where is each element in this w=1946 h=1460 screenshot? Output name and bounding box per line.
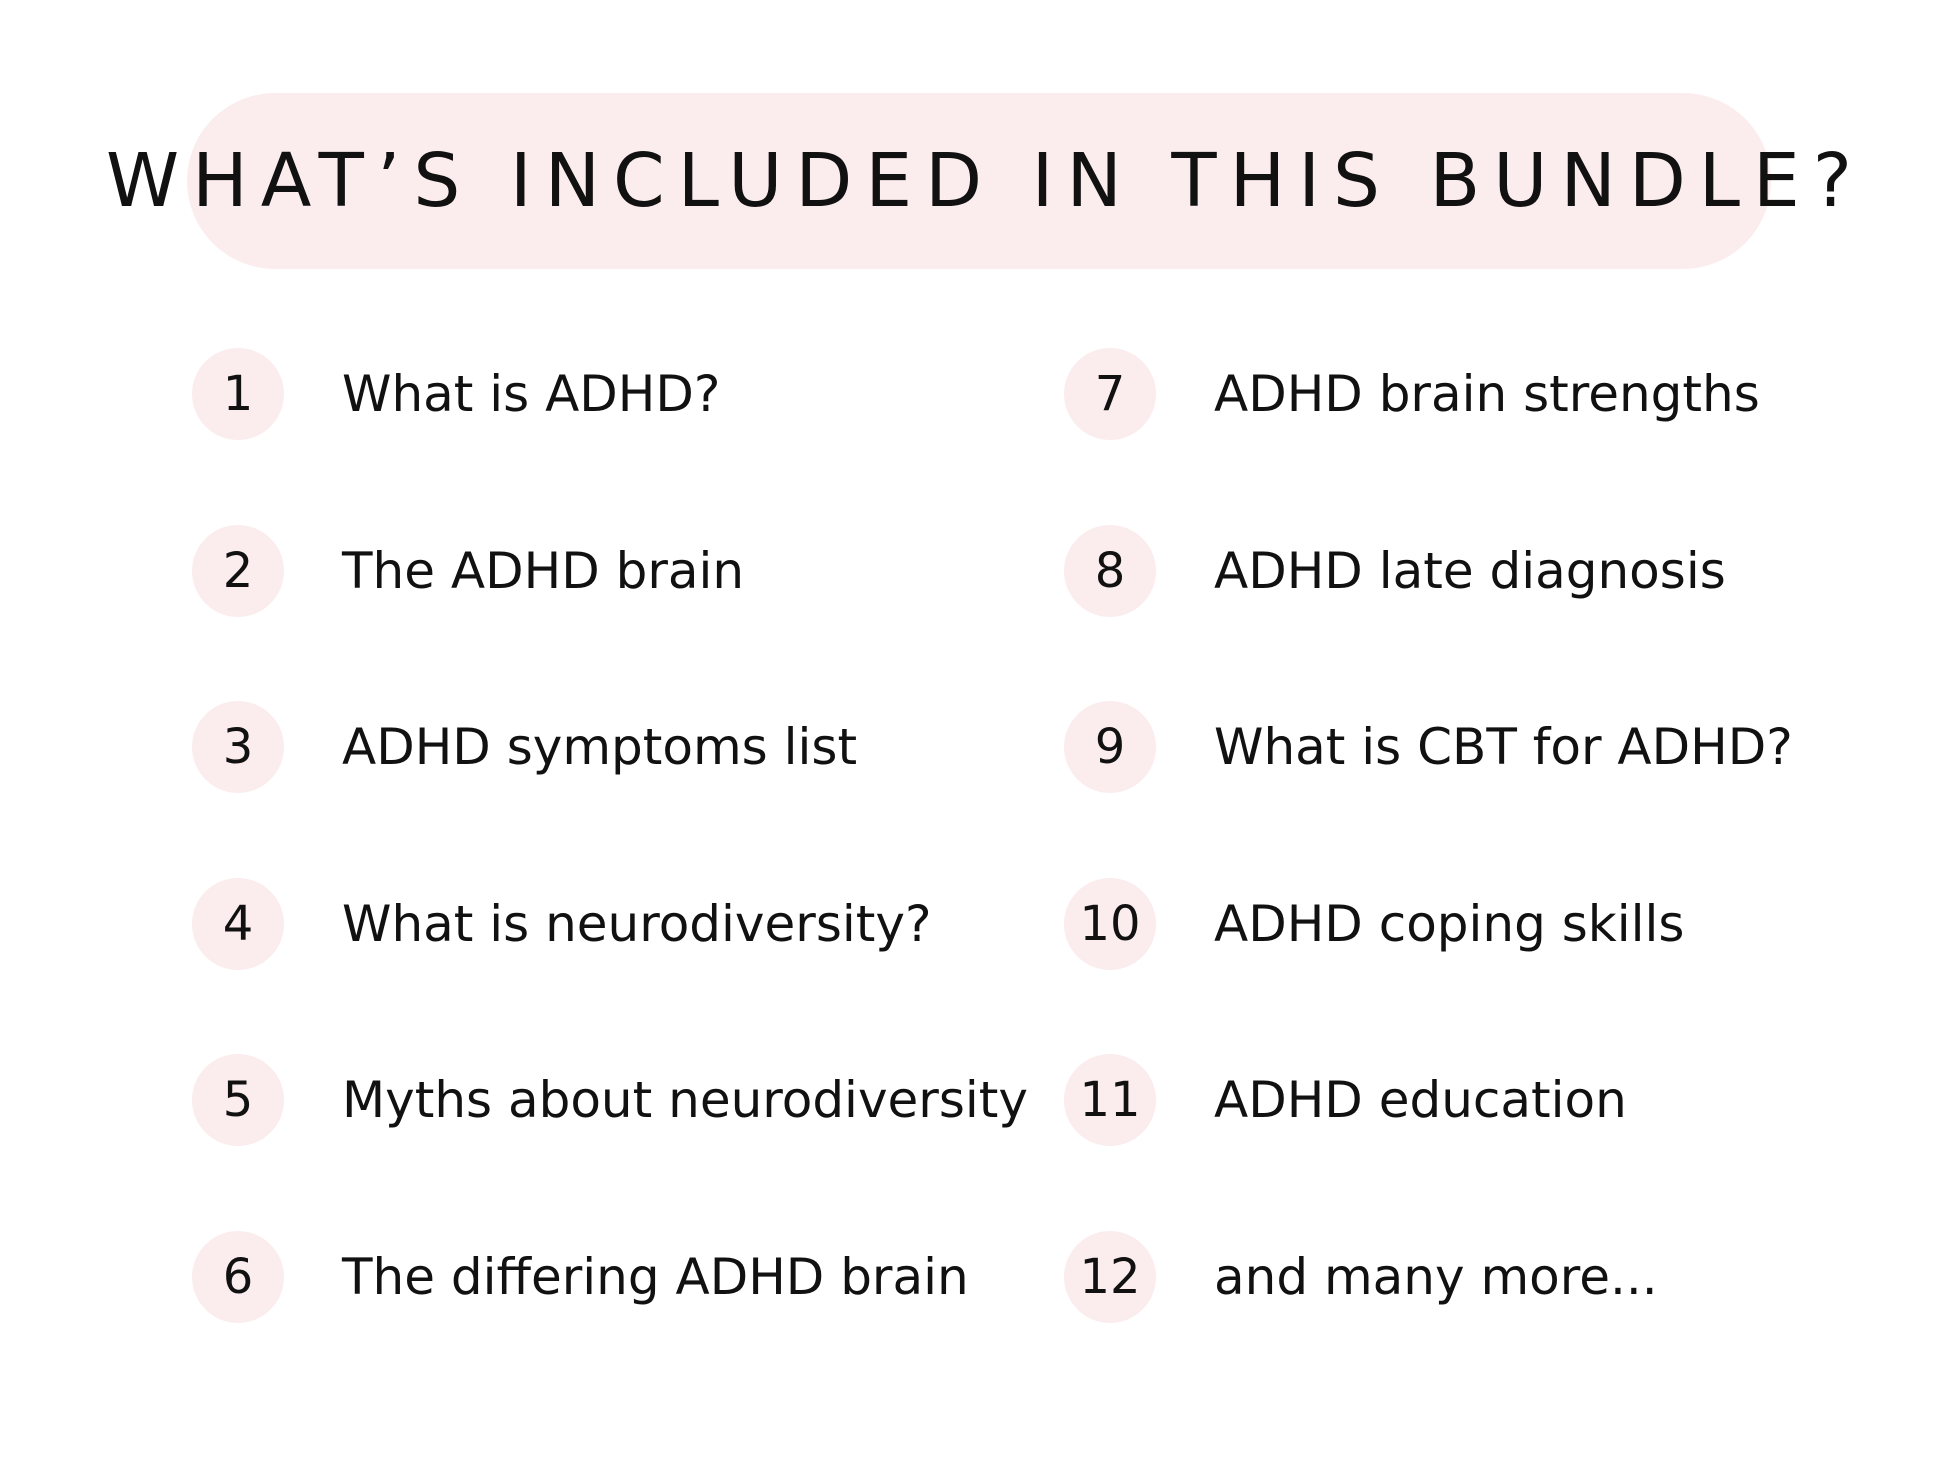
bundle-list-right <box>1064 348 1904 1408</box>
page-title: WHAT’S INCLUDED IN THIS BUNDLE? <box>105 138 1866 224</box>
item-label: What is ADHD? <box>342 365 721 423</box>
number-badge: 5 <box>192 1054 284 1146</box>
list-item <box>192 1054 1032 1231</box>
item-label: ADHD symptoms list <box>342 718 858 777</box>
item-label: The differing ADHD brain <box>342 1247 969 1306</box>
list-item <box>1064 1231 1904 1408</box>
item-label: Myths about neurodiversity <box>342 1071 1028 1130</box>
number-badge: 6 <box>192 1231 284 1323</box>
header-banner <box>105 93 1866 269</box>
number-badge: 2 <box>192 525 284 617</box>
number-badge: 7 <box>1064 348 1156 440</box>
item-label: What is neurodiversity? <box>342 894 932 953</box>
list-item <box>1064 348 1904 525</box>
number-badge: 3 <box>192 701 284 793</box>
list-item <box>1064 525 1904 702</box>
number-badge: 10 <box>1064 878 1156 970</box>
bundle-list-left <box>192 348 1032 1408</box>
item-label: ADHD coping skills <box>1214 894 1685 953</box>
number-badge: 12 <box>1064 1231 1156 1323</box>
item-label: and many more... <box>1214 1247 1658 1306</box>
item-label: ADHD brain strengths <box>1214 365 1760 423</box>
list-item <box>192 348 1032 525</box>
list-item <box>192 878 1032 1055</box>
item-label: What is CBT for ADHD? <box>1214 718 1793 777</box>
list-item <box>1064 1054 1904 1231</box>
number-badge: 4 <box>192 878 284 970</box>
item-label: The ADHD brain <box>342 541 745 600</box>
number-badge: 8 <box>1064 525 1156 617</box>
list-item <box>192 701 1032 878</box>
item-label: ADHD education <box>1214 1071 1627 1130</box>
list-item <box>192 525 1032 702</box>
number-badge: 9 <box>1064 701 1156 793</box>
item-label: ADHD late diagnosis <box>1214 541 1726 600</box>
number-badge: 1 <box>192 348 284 440</box>
list-item <box>192 1231 1032 1408</box>
list-item <box>1064 701 1904 878</box>
list-item <box>1064 878 1904 1055</box>
number-badge: 11 <box>1064 1054 1156 1146</box>
